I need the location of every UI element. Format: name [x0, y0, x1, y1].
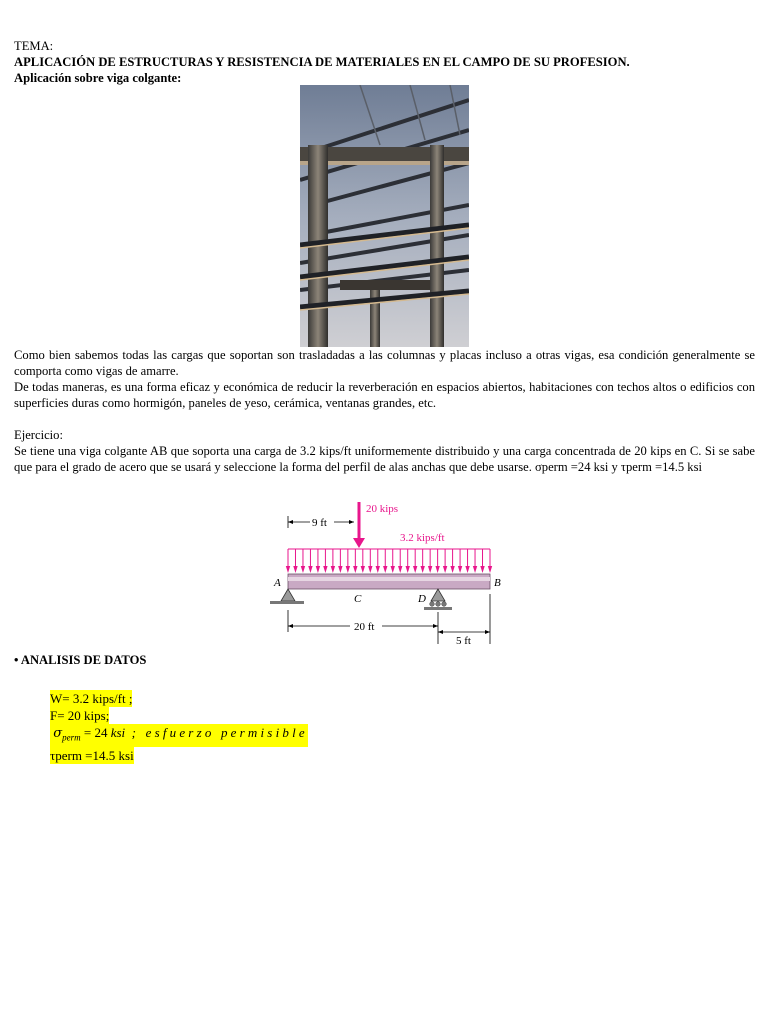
- sigma-value: = 24: [80, 725, 111, 740]
- label-c: C: [354, 593, 362, 605]
- distributed-load-label: 3.2 kips/ft: [400, 532, 445, 544]
- label-b: B: [494, 577, 501, 589]
- beam-diagram: [266, 500, 506, 648]
- dim-5ft-label: 5 ft: [456, 635, 471, 647]
- distributed-load-arrows: [286, 549, 492, 573]
- document-subtitle: Aplicación sobre viga colgante:: [14, 71, 182, 85]
- load-arrow-head: [361, 566, 365, 573]
- load-arrow-head: [398, 566, 402, 573]
- load-arrow-head: [443, 566, 447, 573]
- load-arrow-head: [368, 566, 372, 573]
- load-arrow-head: [413, 566, 417, 573]
- document-page: [14, 38, 755, 86]
- pin-support-a: [281, 589, 295, 601]
- load-arrow-head: [488, 566, 492, 573]
- eq-sigma: [50, 724, 308, 747]
- eq-f: F= 20 kips;: [50, 708, 110, 723]
- load-arrow-head: [323, 566, 327, 573]
- load-arrow-head: [383, 566, 387, 573]
- load-arrow-head: [473, 566, 477, 573]
- sigma-unit: ksi: [110, 725, 126, 740]
- body-text: [14, 347, 755, 475]
- load-arrow-head: [465, 566, 469, 573]
- load-arrow-head: [450, 566, 454, 573]
- roller-support-d: [431, 589, 445, 601]
- load-arrow-head: [435, 566, 439, 573]
- analysis-heading: • ANALISIS DE DATOS: [14, 653, 147, 667]
- load-arrow-head: [286, 566, 290, 573]
- point-load-label: 20 kips: [366, 503, 399, 515]
- ejercicio-label: Ejercicio:: [14, 428, 63, 442]
- paragraph-cargas: Como bien sabemos todas las cargas que soportan son trasladadas a las columnas y placas incluso a otras vigas, esa condición generalmente se comporta como vigas de amarre.: [14, 348, 755, 378]
- load-arrow-head: [293, 566, 297, 573]
- steel-structure-photo: [300, 85, 469, 347]
- load-arrow-head: [301, 566, 305, 573]
- sigma-description: ; esfuerzo permisible: [125, 725, 308, 740]
- ejercicio-text: Se tiene una viga colgante AB que soporta una carga de 3.2 kips/ft uniformemente distribuido y una carga concentrada de 20 kips en C. Si se sabe que para el grado de acero que se usará y seleccione la forma del perfil de alas anchas que debe usarse. σperm =24 ksi y τperm =14.5 ksi: [14, 444, 755, 474]
- load-arrow-head: [406, 566, 410, 573]
- load-arrow-head: [308, 566, 312, 573]
- eq-w: W= 3.2 kips/ft ;: [50, 691, 133, 706]
- paragraph-reverberacion: De todas maneras, es una forma eficaz y económica de reducir la reverberación en espacios abiertos, habitaciones con techos altos o edificios con superficies duras como hormigón, paneles de yeso, cerámica, ventanas grandes, etc.: [14, 380, 755, 410]
- tema-label: TEMA:: [14, 39, 54, 53]
- dim-9ft-label: 9 ft: [312, 517, 327, 529]
- load-arrow-head: [338, 566, 342, 573]
- load-arrow-head: [428, 566, 432, 573]
- document-title: APLICACIÓN DE ESTRUCTURAS Y RESISTENCIA DE MATERIALES EN EL CAMPO DE SU PROFESION.: [14, 55, 630, 69]
- eq-tau: τperm =14.5 ksi: [50, 747, 134, 763]
- load-arrow-head: [331, 566, 335, 573]
- load-arrow-head: [420, 566, 424, 573]
- sigma-symbol: σ: [53, 726, 63, 741]
- load-arrow-head: [376, 566, 380, 573]
- analysis-equations: [50, 690, 308, 764]
- load-arrow-head: [480, 566, 484, 573]
- load-arrow-head: [346, 566, 350, 573]
- dim-20ft-label: 20 ft: [354, 621, 375, 633]
- label-d: D: [418, 593, 426, 605]
- label-a: A: [274, 577, 281, 589]
- load-arrow-head: [391, 566, 395, 573]
- load-arrow-head: [353, 566, 357, 573]
- sigma-subscript: perm: [62, 732, 81, 743]
- load-arrow-head: [458, 566, 462, 573]
- load-arrow-head: [316, 566, 320, 573]
